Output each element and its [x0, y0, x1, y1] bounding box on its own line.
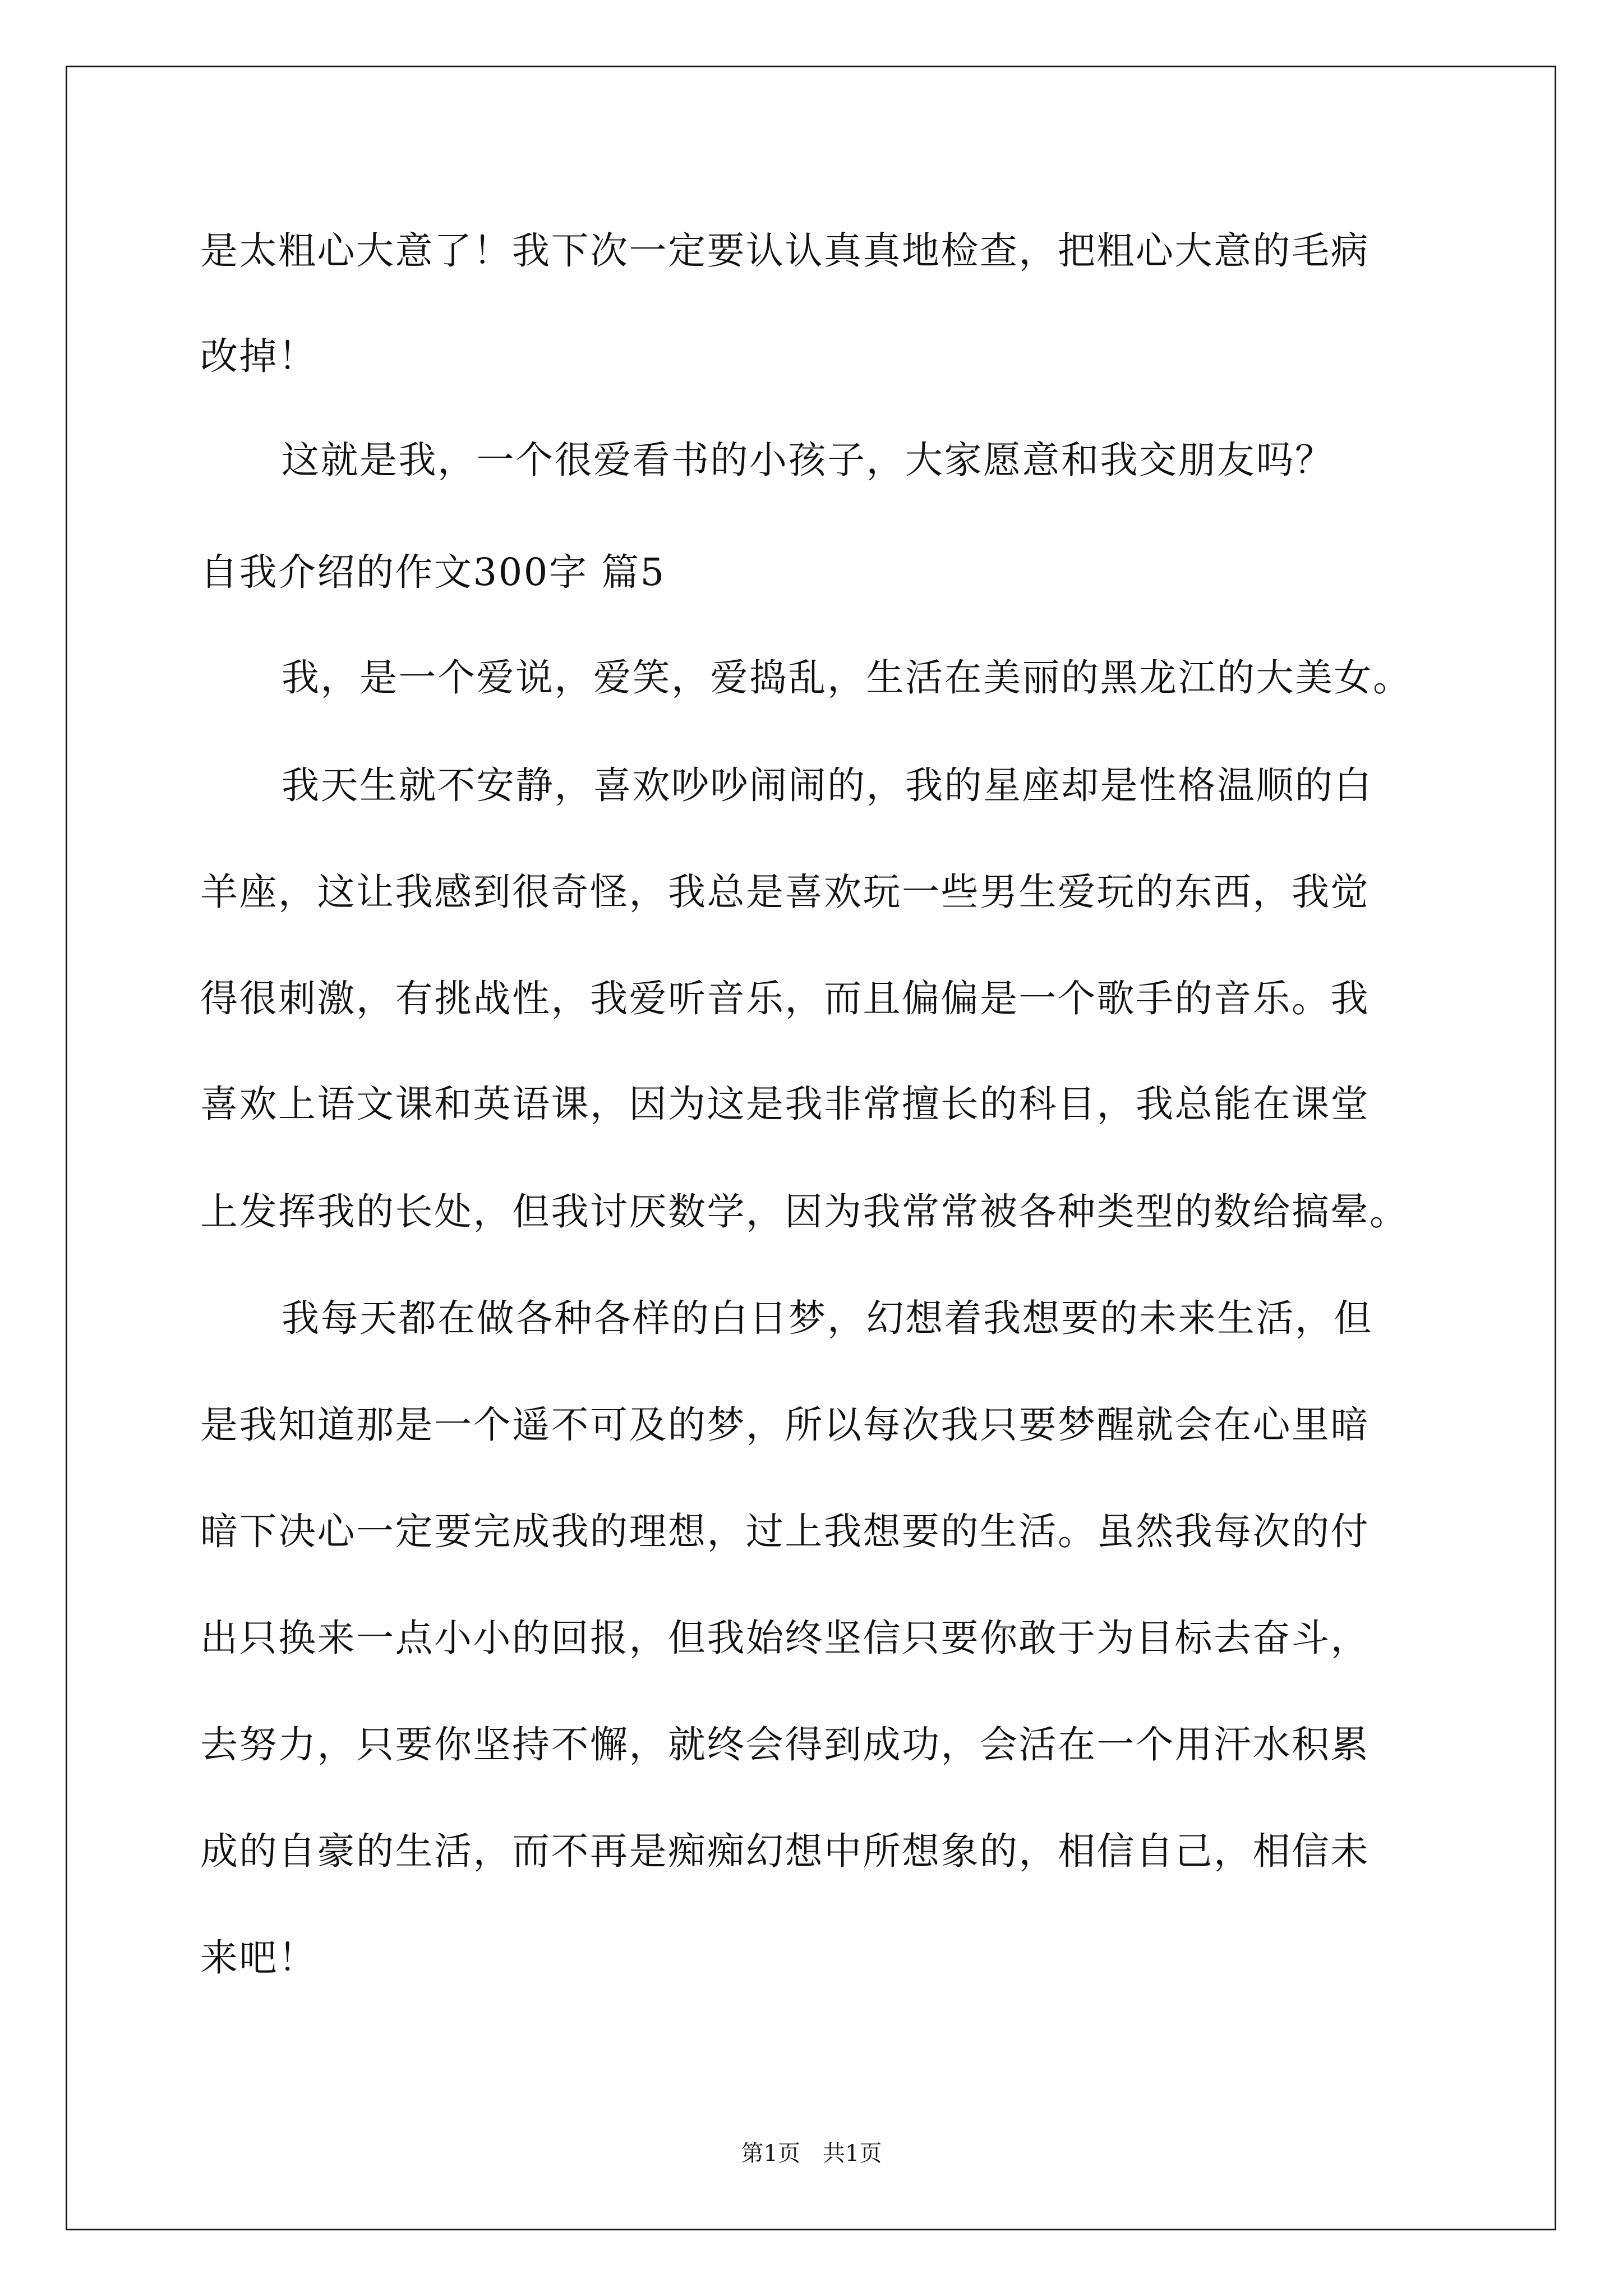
text-line: 暗下决心一定要完成我的理想，过上我想要的生活。虽然我每次的付	[200, 1510, 1370, 1553]
page-footer: 第1页 共1页	[741, 2141, 882, 2166]
text-line: 成的自豪的生活，而不再是痴痴幻想中所想象的，相信自己，相信未	[200, 1829, 1370, 1873]
text-line: 出只换来一点小小的回报，但我始终坚信只要你敢于为目标去奋斗，	[200, 1616, 1370, 1660]
page-border	[66, 66, 1556, 2230]
text-line: 我每天都在做各种各样的白日梦，幻想着我想要的未来生活，但	[282, 1296, 1373, 1340]
text-line: 羊座，这让我感到很奇怪，我总是喜欢玩一些男生爱玩的东西，我觉	[200, 870, 1370, 914]
text-line: 改掉！	[200, 334, 317, 378]
text-line: 我天生就不安静，喜欢吵吵闹闹的，我的星座却是性格温顺的白	[282, 763, 1373, 807]
text-line: 来吧！	[200, 1936, 317, 1980]
text-line: 这就是我，一个很爱看书的小孩子，大家愿意和我交朋友吗？	[282, 438, 1334, 482]
text-line: 上发挥我的长处，但我讨厌数学，因为我常常被各种类型的数给搞晕。	[200, 1190, 1409, 1234]
text-line: 是太粗心大意了！我下次一定要认认真真地检查，把粗心大意的毛病	[200, 229, 1370, 273]
text-line: 喜欢上语文课和英语课，因为这是我非常擅长的科目，我总能在课堂	[200, 1082, 1370, 1126]
text-line: 得很刺激，有挑战性，我爱听音乐，而且偏偏是一个歌手的音乐。我	[200, 977, 1370, 1020]
text-line: 是我知道那是一个遥不可及的梦，所以每次我只要梦醒就会在心里暗	[200, 1403, 1370, 1447]
section-heading: 自我介绍的作文300字 篇5	[200, 550, 666, 594]
text-line: 去努力，只要你坚持不懈，就终会得到成功，会活在一个用汗水积累	[200, 1723, 1370, 1766]
text-line: 我，是一个爱说，爱笑，爱捣乱，生活在美丽的黑龙江的大美女。	[282, 656, 1412, 700]
